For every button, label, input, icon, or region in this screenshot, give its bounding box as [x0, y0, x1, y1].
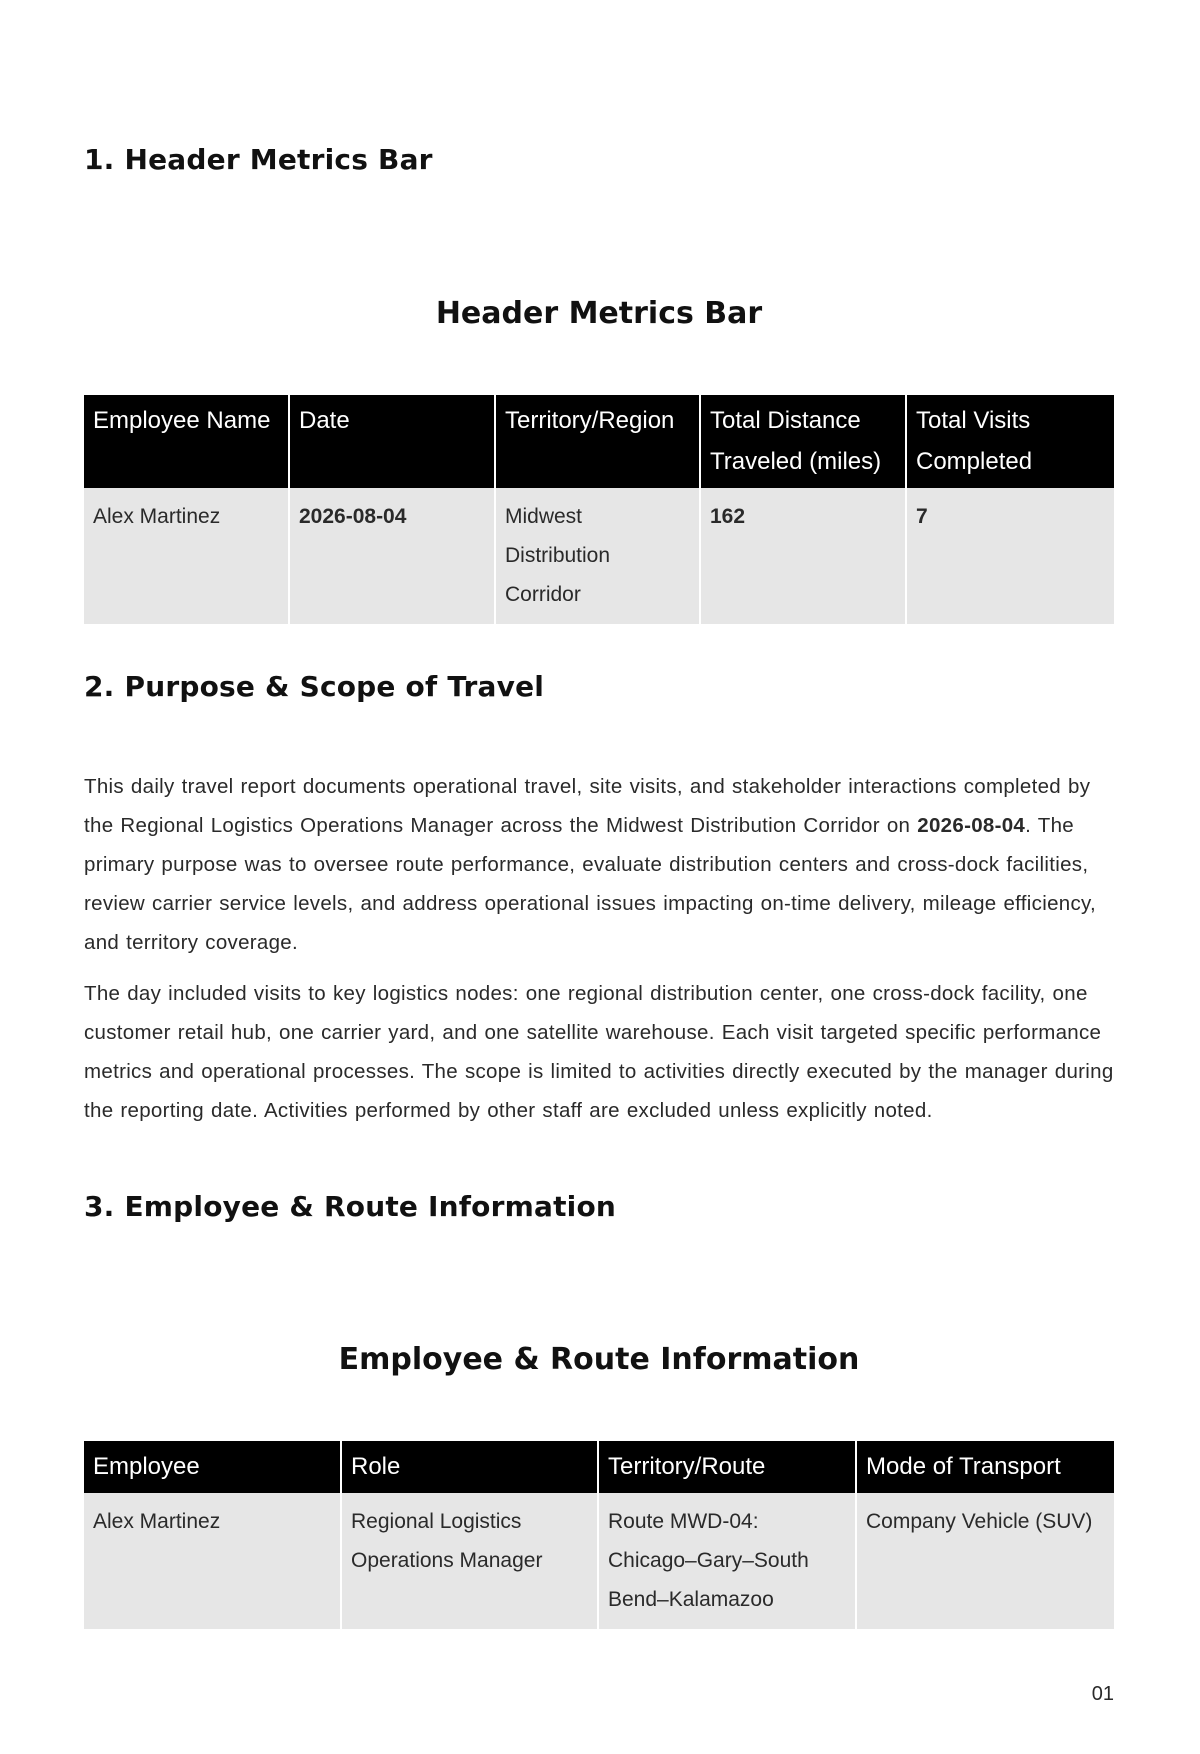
metrics-cell-visits: 7 [906, 488, 1114, 624]
route-cell-transport: Company Vehicle (SUV) [856, 1493, 1114, 1629]
metrics-cell-date: 2026-08-04 [289, 488, 495, 624]
route-cell-employee: Alex Martinez [84, 1493, 341, 1629]
metrics-cell-employee: Alex Martinez [84, 488, 289, 624]
report-page [84, 0, 1114, 1754]
purpose-paragraph-2: The day included visits to key logistics nodes: one regional distribution center, one cross-dock facility, one customer retail hub, one carrier yard, and one satellite warehouse. Each visit targeted specific performance metrics and operational processes. The scope is limited to activities directly executed by the manager during the reporting date. Activities performed by other staff are excluded unless explicitly noted. [84, 982, 1114, 1122]
section-heading-purpose-scope: 2. Purpose & Scope of Travel [84, 670, 545, 703]
table-row [84, 488, 1114, 624]
metrics-header-employee-name: Employee Name [84, 395, 289, 488]
metrics-cell-distance: 162 [700, 488, 906, 624]
metrics-header-total-distance: Total Distance Traveled (miles) [700, 395, 906, 488]
section-heading-employee-route: 3. Employee & Route Information [84, 1190, 617, 1223]
route-cell-role: Regional Logistics Operations Manager [341, 1493, 598, 1629]
route-cell-route: Route MWD-04: Chicago–Gary–South Bend–Kalamazoo [598, 1493, 856, 1629]
route-header-employee: Employee [84, 1441, 341, 1493]
section-heading-header-metrics: 1. Header Metrics Bar [84, 143, 433, 176]
route-table [84, 1441, 1114, 1629]
table-row [84, 1493, 1114, 1629]
metrics-header-date: Date [289, 395, 495, 488]
metrics-table-header-row [84, 395, 1114, 488]
route-header-territory-route: Territory/Route [598, 1441, 856, 1493]
metrics-header-territory-region: Territory/Region [495, 395, 700, 488]
purpose-paragraph-1 [84, 767, 1114, 962]
route-header-mode-of-transport: Mode of Transport [856, 1441, 1114, 1493]
metrics-cell-region: Midwest Distribution Corridor [495, 488, 700, 624]
purpose-p1-text-end: . The primary purpose was to oversee route performance, evaluate distribution centers and cross-dock facilities, review carrier service levels, and address operational issues impacting on-time delivery, mileage efficiency, and territory coverage. [84, 814, 1097, 954]
metrics-table-title: Header Metrics Bar [435, 296, 763, 331]
route-table-header-row [84, 1441, 1114, 1493]
route-header-role: Role [341, 1441, 598, 1493]
metrics-table [84, 395, 1114, 624]
route-table-title: Employee & Route Information [338, 1342, 860, 1377]
purpose-p1-date: 2026-08-04 [917, 814, 1026, 837]
page-number: 01 [1091, 1683, 1114, 1705]
metrics-header-total-visits: Total Visits Completed [906, 395, 1114, 488]
purpose-p1-text-start: This daily travel report documents operational travel, site visits, and stakeholder interactions completed by the Regional Logistics Operations Manager across the Midwest Distribution Corridor on [84, 775, 1091, 837]
